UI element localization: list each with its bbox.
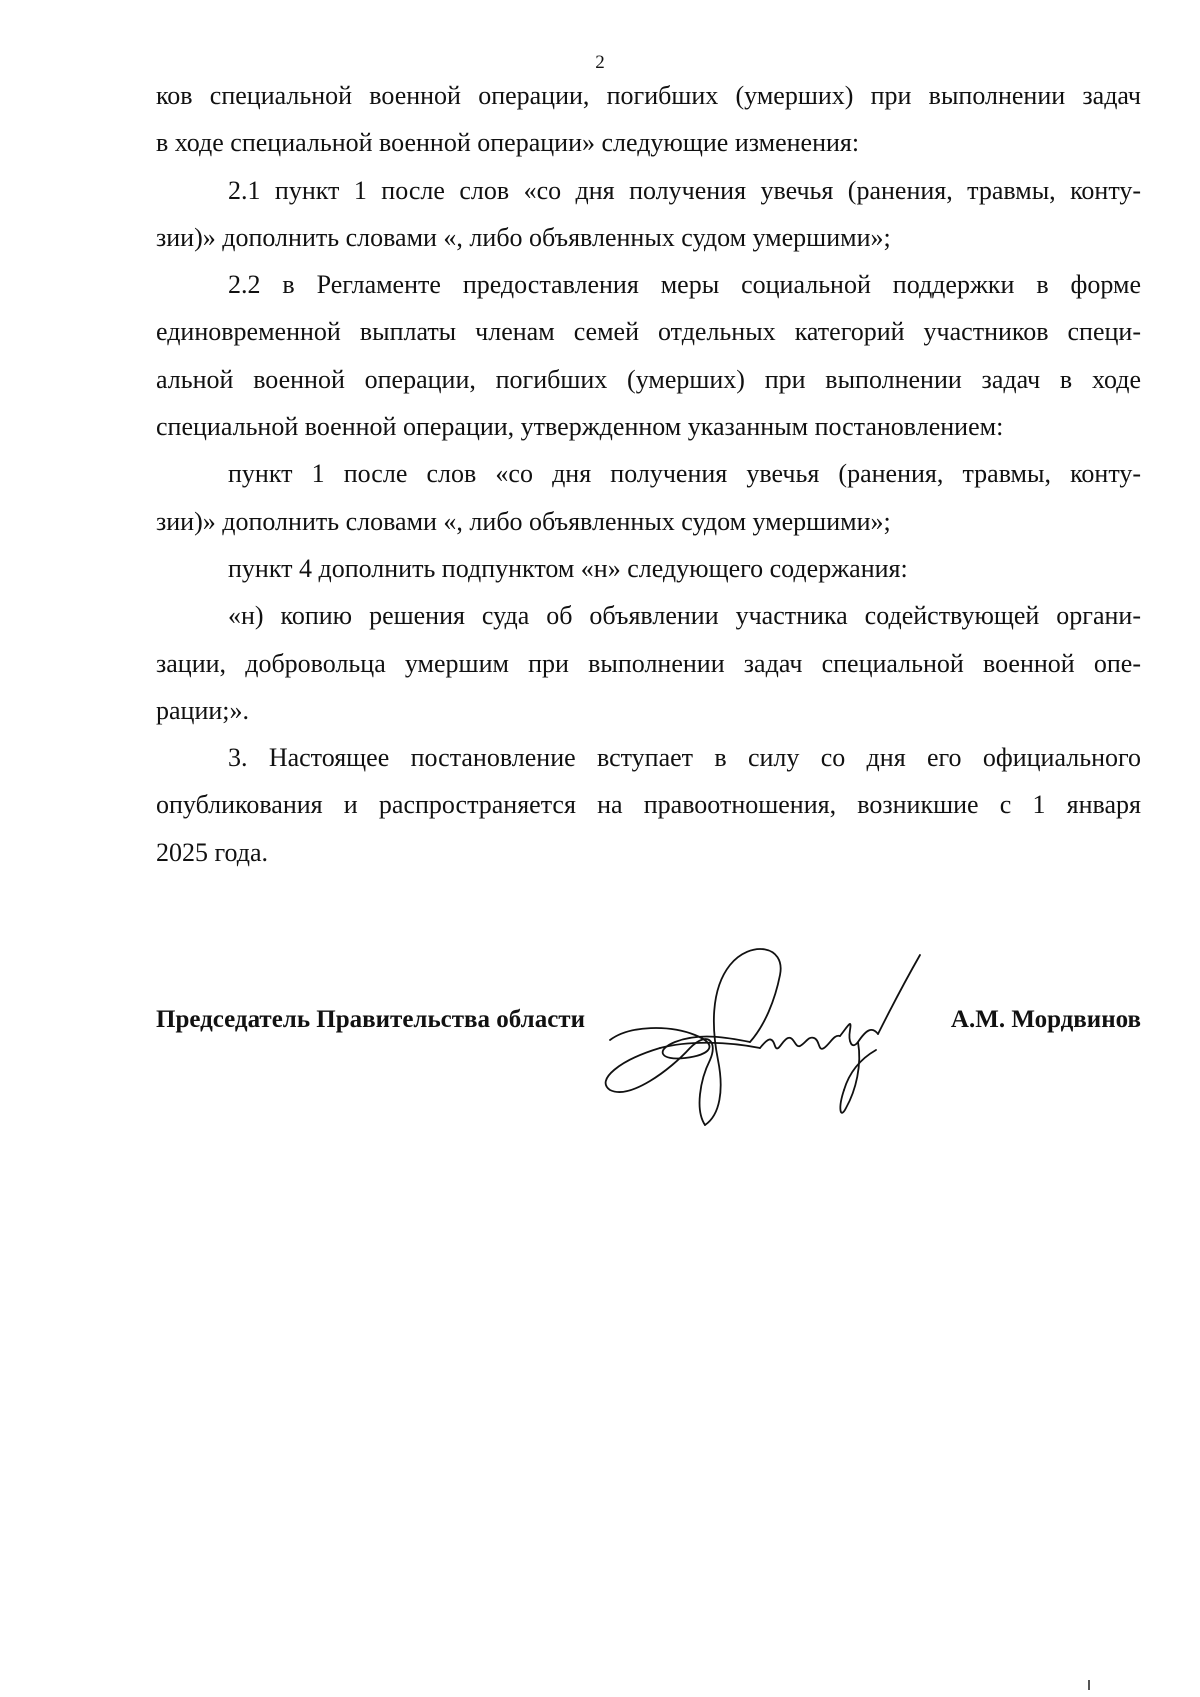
page-number: 2 (595, 52, 605, 73)
text-line: в ходе специальной военной операции» следующие изменения: (156, 128, 860, 158)
text-line: ков специальной военной операции, погибших (умерших) при выполнении задач (156, 81, 1141, 110)
text-line: альной военной операции, погибших (умерших) при выполнении задач в ходе (156, 364, 1141, 394)
text-line: зии)» дополнить словами «, либо объявленных судом умершими»; (156, 222, 891, 252)
text-line: «н) копию решения суда об объявлении участника содействующей органи- (228, 601, 1141, 631)
text-line: 2025 года. (156, 837, 269, 867)
text-line: зации, добровольца умершим при выполнении задач специальной военной опе- (156, 648, 1141, 678)
text-line: специальной военной операции, утвержденном указанным постановлением: (156, 412, 1004, 442)
signatory-title: Председатель Правительства области (156, 1006, 585, 1033)
text-line: опубликования и распространяется на правоотношения, возникшие с 1 января (156, 790, 1141, 820)
scan-mark (1088, 1680, 1090, 1690)
signatory-name: А.М. Мордвинов (950, 1006, 1141, 1033)
text-line: пункт 4 дополнить подпунктом «н» следующего содержания: (228, 553, 908, 583)
text-line: пункт 1 после слов «со дня получения увечья (ранения, травмы, конту- (228, 459, 1141, 489)
text-line: 2.1 пункт 1 после слов «со дня получения увечья (ранения, травмы, конту- (228, 175, 1141, 205)
text-line: 2.2 в Регламенте предоставления меры социальной поддержки в форме (228, 270, 1141, 300)
text-line: рации;». (156, 695, 250, 725)
handwritten-signature (600, 930, 940, 1130)
text-line: единовременной выплаты членам семей отдельных категорий участников специ- (156, 317, 1141, 347)
text-line: 3. Настоящее постановление вступает в силу со дня его официального (228, 743, 1141, 773)
document-body (156, 72, 1141, 876)
text-line: зии)» дополнить словами «, либо объявленных судом умершими»; (156, 506, 891, 536)
